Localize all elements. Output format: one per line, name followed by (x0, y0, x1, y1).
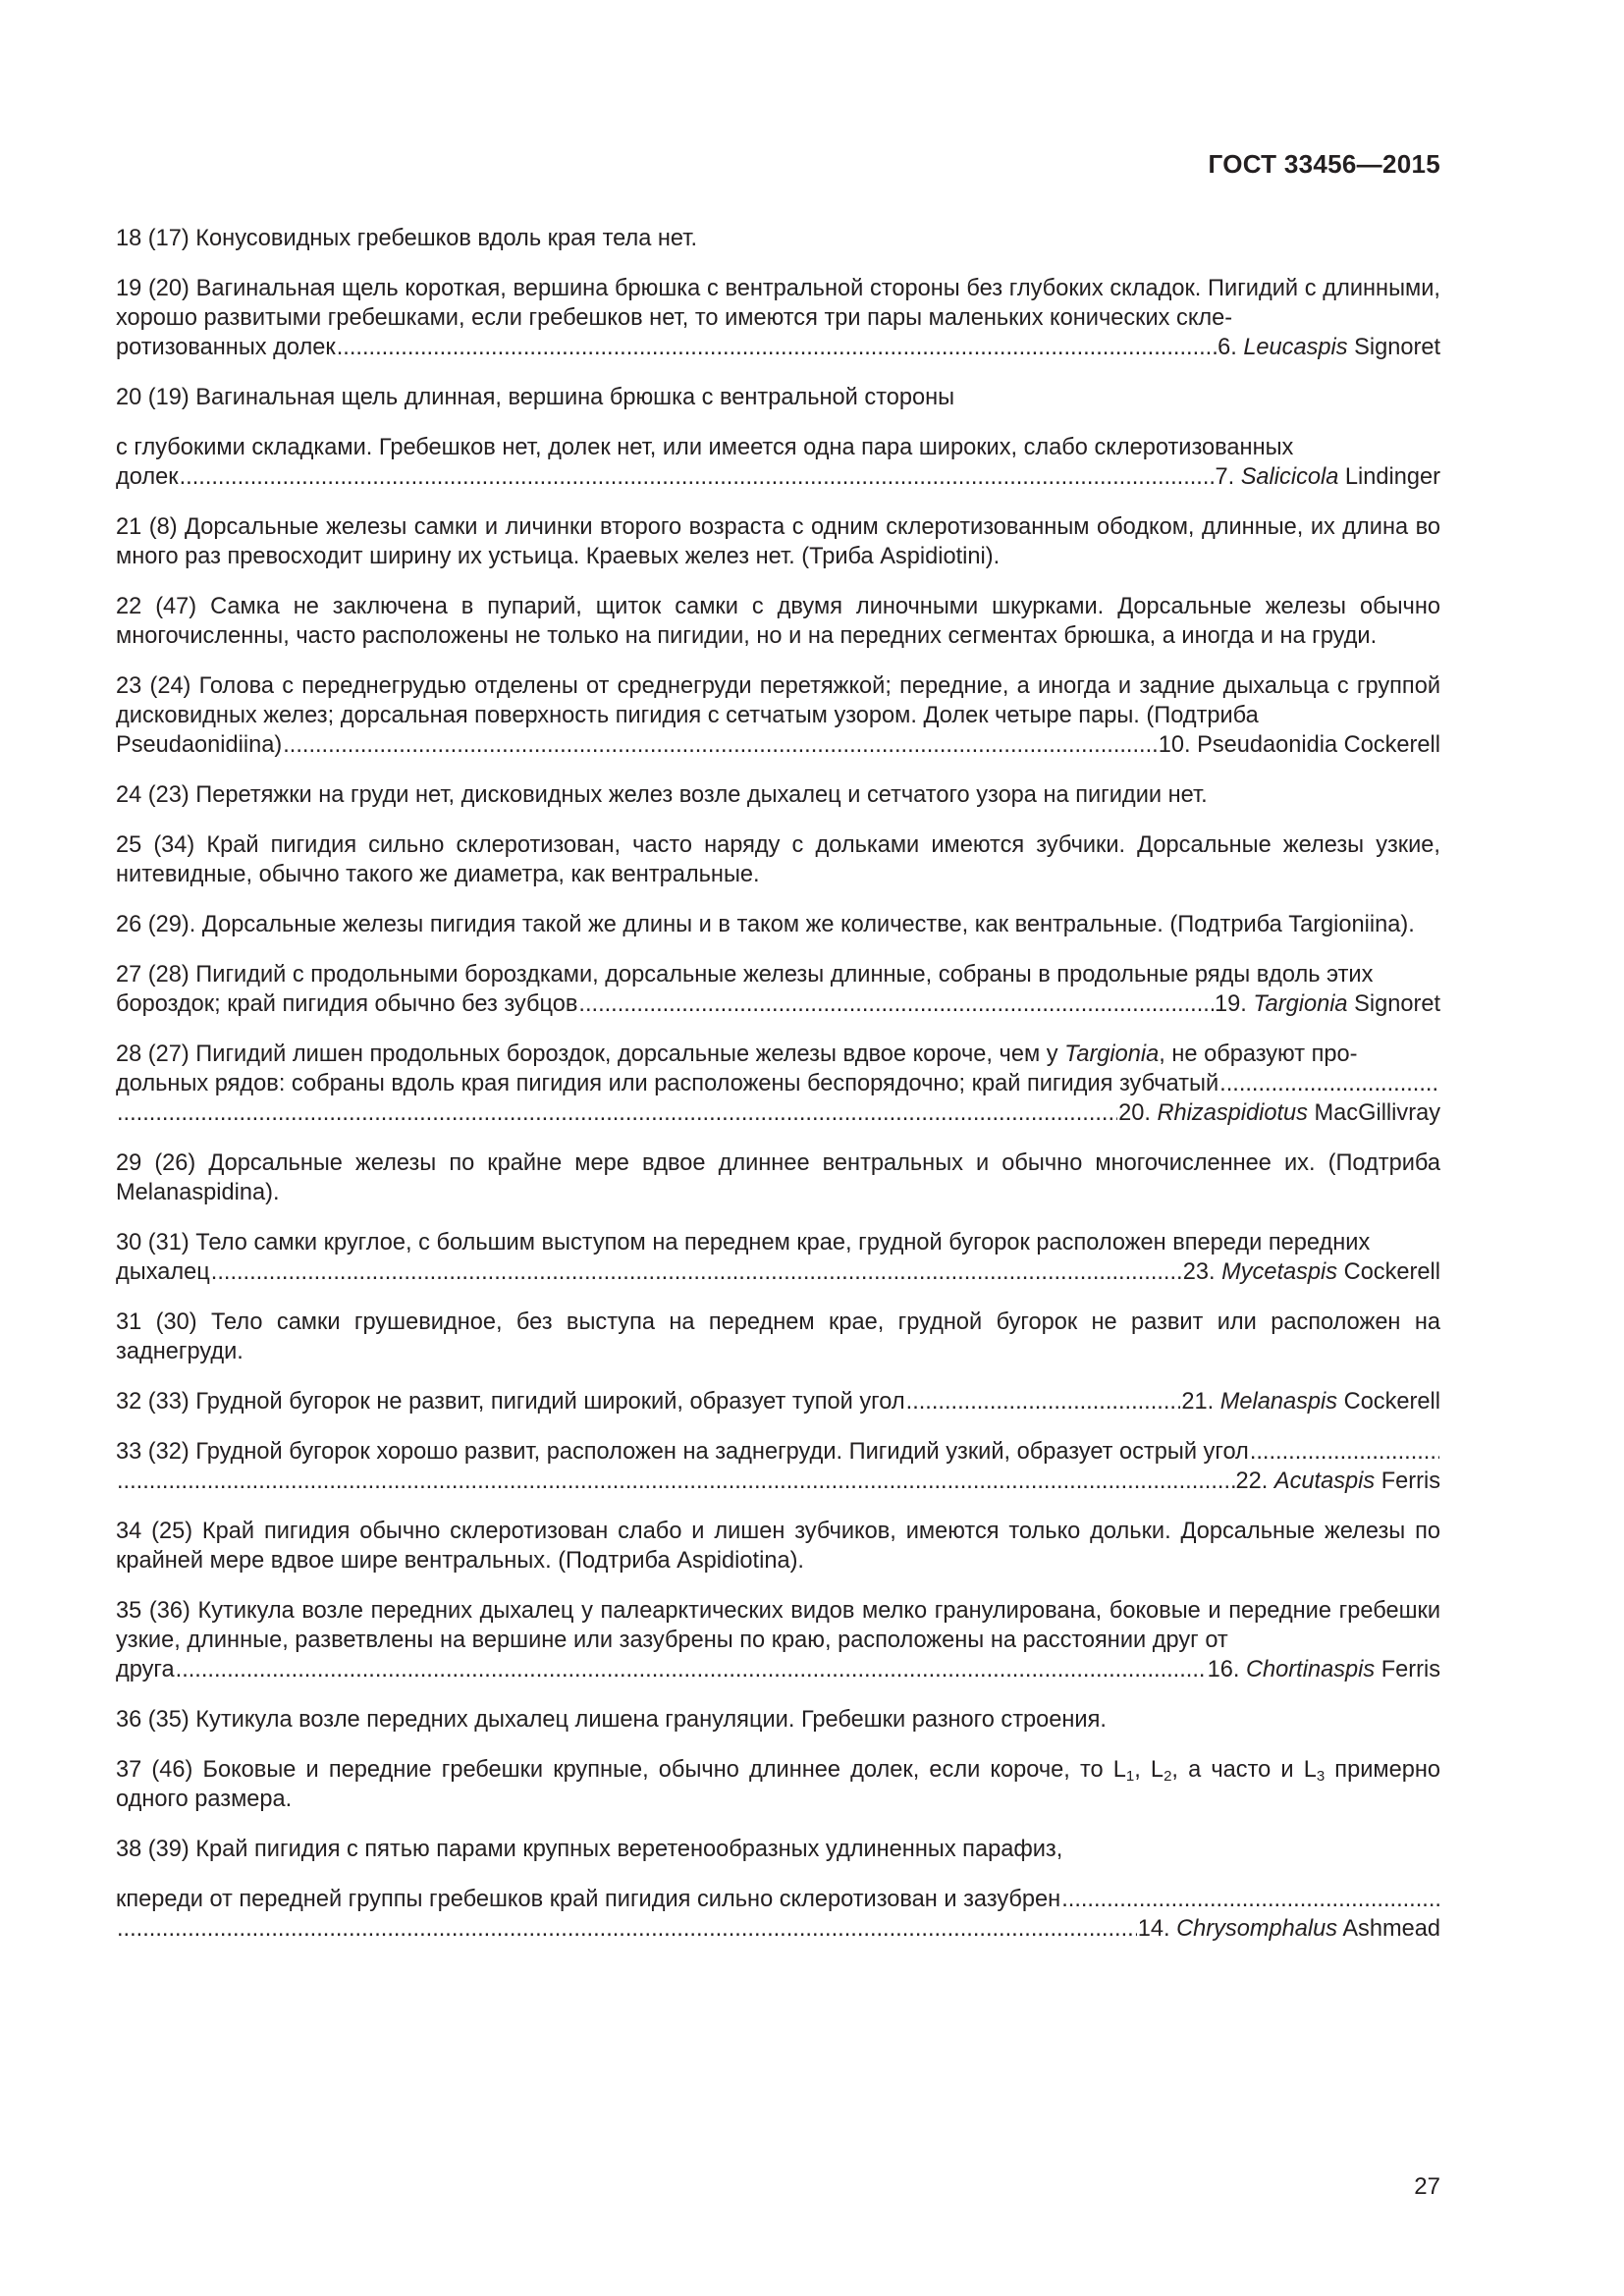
leader-line (116, 1885, 1440, 1914)
leader-line (116, 1467, 1440, 1496)
leader-dots (117, 1098, 1117, 1128)
entry-27 (116, 960, 1440, 1019)
leader-line (116, 1257, 1440, 1287)
entry-text: 32 (33) Грудной бугорок не развит, пигидий широкий, образует тупой угол (116, 1389, 905, 1415)
genus-result: 6. Leucaspis Signoret (1218, 335, 1440, 360)
genus-result: 20. Rhizaspidiotus MacGillivray (1118, 1100, 1440, 1126)
leader-dots (906, 1387, 1181, 1416)
entry-text-end: друга (116, 1657, 175, 1682)
entry-text-end: дыхалец (116, 1259, 210, 1285)
entry-25: 25 (34) Край пигидия сильно склеротизован, часто наряду с дольками имеются зубчики. Дорсальные железы узкие, нитевидные, обычно такого же диаметра, как вентральные. (116, 832, 1440, 887)
entry-36: 36 (35) Кутикула возле передних дыхалец лишена грануляции. Гребешки разного строения. (116, 1707, 1107, 1733)
entry-text-end: бороздок; край пигидия обычно без зубцов (116, 991, 578, 1017)
entry-28 (116, 1040, 1440, 1128)
entry-24: 24 (23) Перетяжки на груди нет, дисковидных желез возле дыхалец и сетчатого узора на пигидии нет. (116, 782, 1208, 808)
leader-line (116, 1914, 1440, 1944)
leader-line (116, 1655, 1440, 1684)
entry-18: 18 (17) Конусовидных гребешков вдоль края тела нет. (116, 226, 698, 251)
leader-line (116, 730, 1440, 760)
genus-result: 16. Chortinaspis Ferris (1207, 1657, 1440, 1682)
entry-33 (116, 1437, 1440, 1496)
entry-text-end: Pseudaonidiina) (116, 732, 283, 758)
leader-dots (117, 1467, 1235, 1496)
genus-result: 10. Pseudaonidia Cockerell (1158, 732, 1440, 758)
entry-text: 30 (31) Тело самки круглое, с большим выступом на переднем крае, грудной бугорок расположен впереди передних (116, 1230, 1371, 1255)
entry-37: 37 (46) Боковые и передние гребешки крупные, обычно длиннее долек, если короче, то $L_1$, $L_2$, а часто и $L_3$ примерно одного размера. (116, 1757, 1441, 1812)
leader-dots (176, 1655, 1207, 1684)
entry-text: 27 (28) Пигидий с продольными бороздками, дорсальные железы длинные, собраны в продольные ряды вдоль этих (116, 962, 1374, 988)
entry-text: 33 (32) Грудной бугорок хорошо развит, расположен на заднегруди. Пигидий узкий, образует острый угол (116, 1439, 1249, 1465)
entry-text: 35 (36) Кутикула возле передних дыхалец у палеарктических видов мелко гранулирована, боковые и передние гребешки узкие, длинные, разветвлены на вершине или зазубрены по краю, расположены на расстоянии друг от (116, 1598, 1440, 1653)
entry-34: 34 (25) Край пигидия обычно склеротизован слабо и лишен зубчиков, имеются только дольки. Дорсальные железы по крайней мере вдвое шире вентральных. (Подтриба Aspidiotina). (116, 1519, 1440, 1574)
genus-result: 14. Chrysomphalus Ashmead (1137, 1916, 1440, 1942)
entry-text-end: ротизованных долек (116, 335, 336, 360)
entry-23 (116, 671, 1440, 760)
key-content (116, 224, 1440, 1964)
leader-line (116, 1069, 1440, 1098)
entry-text: кпереди от передней группы гребешков край пигидия сильно склеротизован и зазубрен (116, 1887, 1061, 1912)
entry-26: 26 (29). Дорсальные железы пигидия такой же длины и в таком же количестве, как вентральные. (Подтриба Targioniina). (116, 912, 1415, 937)
entry-29: 29 (26) Дорсальные железы по крайне мере вдвое длиннее вентральных и обычно многочисленнее их. (Подтриба Melanaspidina). (116, 1150, 1440, 1205)
page-number: 27 (1414, 2173, 1440, 2200)
leader-dots (1250, 1437, 1439, 1467)
entry-21: 21 (8) Дорсальные железы самки и личинки второго возраста с одним склеротизованным ободком, длинные, их длина во много раз превосходит ширину их устьица. Краевых желез нет. (Триба Aspidiotini). (116, 514, 1440, 569)
leader-dots (211, 1257, 1182, 1287)
entry-30 (116, 1228, 1440, 1287)
entry-38 (116, 1885, 1440, 1944)
entry-text: 19 (20) Вагинальная щель короткая, вершина брюшка с вентральной стороны без глубоких складок. Пигидий с длинными, хорошо развитыми гребешками, если гребешков нет, то имеются три пары маленьких конических скле- (116, 276, 1440, 331)
leader-dots (1061, 1885, 1439, 1914)
genus-result: 19. Targionia Signoret (1215, 991, 1440, 1017)
genus-result: 21. Melanaspis Cockerell (1181, 1389, 1440, 1415)
entry-19 (116, 274, 1440, 362)
entry-20 (116, 433, 1440, 492)
entry-31: 31 (30) Тело самки грушевидное, без выступа на переднем крае, грудной бугорок не развит или расположен на заднегруди. (116, 1309, 1440, 1364)
leader-line (116, 333, 1440, 362)
leader-dots (117, 1914, 1137, 1944)
entry-text-end: дольных рядов: собраны вдоль края пигидия или расположены беспорядочно; край пигидия зубчатый (116, 1071, 1219, 1096)
leader-dots (283, 730, 1158, 760)
entry-35 (116, 1596, 1440, 1684)
entry-20-start: 20 (19) Вагинальная щель длинная, вершина брюшка с вентральной стороны (116, 385, 955, 410)
entry-text: с глубокими складками. Гребешков нет, долек нет, или имеется одна пара широких, слабо склеротизованных (116, 435, 1294, 460)
leader-dots (337, 333, 1217, 362)
leader-line (116, 989, 1440, 1019)
document-header: ГОСТ 33456—2015 (1208, 149, 1440, 179)
leader-dots (180, 462, 1215, 492)
entry-38-start: 38 (39) Край пигидия с пятью парами крупных веретенообразных удлиненных парафиз, (116, 1837, 1063, 1862)
genus-result: 22. Acutaspis Ferris (1235, 1468, 1440, 1494)
genus-result: 23. Mycetaspis Cockerell (1182, 1259, 1440, 1285)
entry-32 (116, 1387, 1440, 1416)
entry-text: 23 (24) Голова с переднегрудью отделены от среднегруди перетяжкой; передние, а иногда и задние дыхальца с группой дисковидных желез; дорсальная поверхность пигидия с сетчатым узором. Долек четыре пары. (Подтриба (116, 673, 1440, 728)
entry-22: 22 (47) Самка не заключена в пупарий, щиток самки с двумя линочными шкурками. Дорсальные железы обычно многочисленны, часто расположены не только на пигидии, но и на передних сегментах брюшка, а иногда и на груди. (116, 594, 1440, 649)
leader-line (116, 462, 1440, 492)
entry-text: 28 (27) Пигидий лишен продольных бороздок, дорсальные железы вдвое короче, чем у Targionia, не образуют про- (116, 1041, 1358, 1067)
leader-line (116, 1387, 1440, 1416)
leader-dots (1219, 1069, 1439, 1098)
leader-line (116, 1098, 1440, 1128)
leader-line (116, 1437, 1440, 1467)
leader-dots (578, 989, 1214, 1019)
entry-text-end: долек (116, 464, 179, 490)
genus-result: 7. Salicicola Lindinger (1215, 464, 1440, 490)
